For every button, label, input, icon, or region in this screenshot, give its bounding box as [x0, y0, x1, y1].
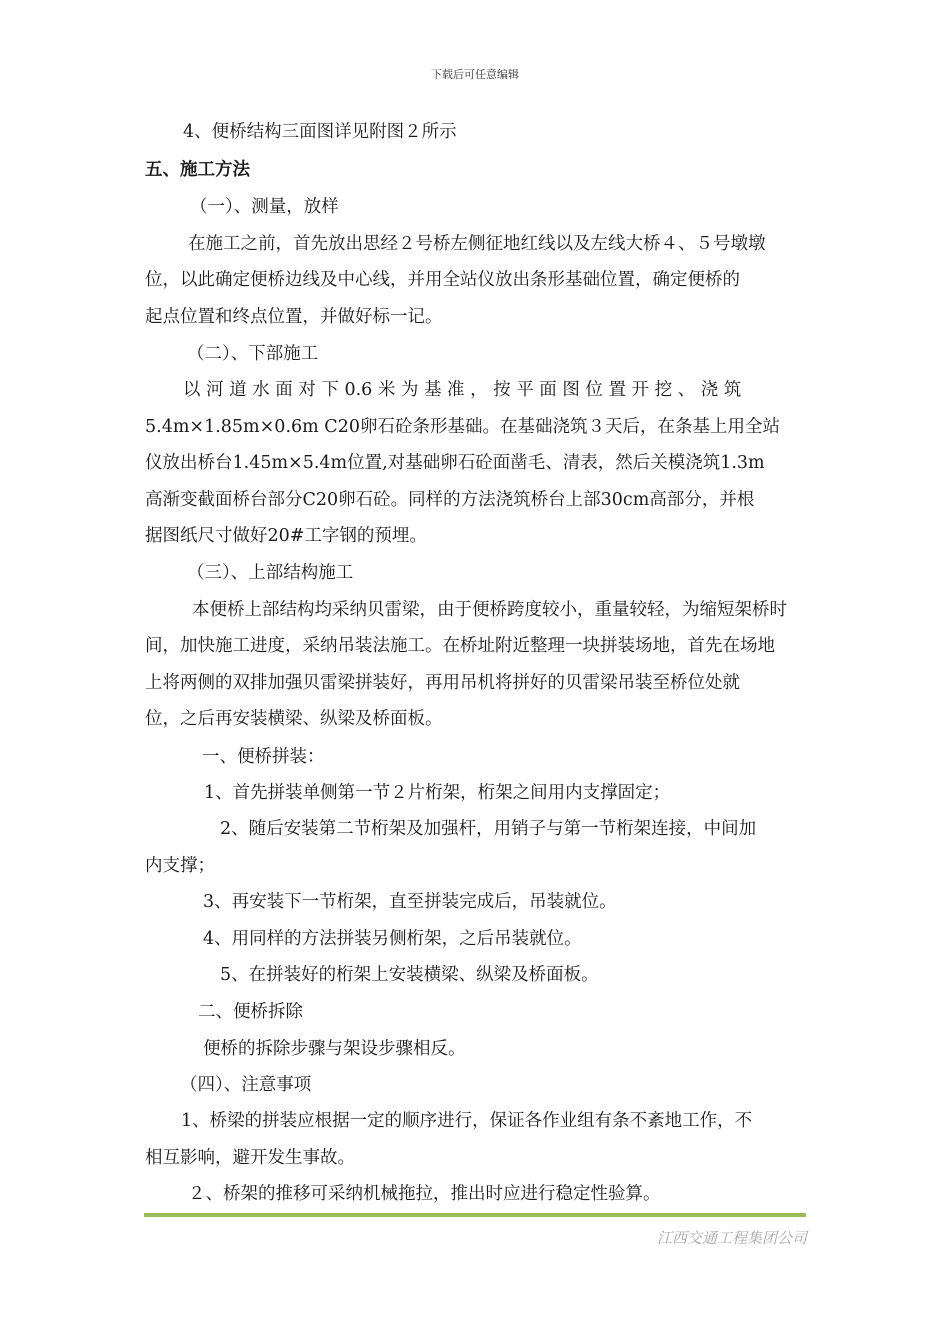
- text-line: 高渐变截面桥台部分C20卵石砼。同样的方法浇筑桥台上部30cm高部分，并根: [145, 490, 755, 510]
- list-item: 3、再安装下一节桁架，直至拼装完成后，吊装就位。: [203, 892, 617, 912]
- page-header: 下载后可任意编辑: [431, 68, 519, 81]
- subsection-heading: 一、便桥拼装：: [202, 747, 325, 767]
- subsection-heading: （四）、注意事项: [180, 1075, 312, 1095]
- text-line: 据图纸尺寸做好20#工字钢的预埋。: [145, 526, 427, 546]
- list-item: 1、桥梁的拼装应根据一定的顺序进行，保证各作业组有条不紊地工作，不: [181, 1111, 753, 1131]
- list-item: 1、首先拼装单侧第一节２片桁架，桁架之间用内支撑固定；: [204, 783, 671, 803]
- text-line: 相互影响，避开发生事故。: [145, 1148, 355, 1168]
- text-line: 间，加快施工进度，采纳吊装法施工。在桥址附近整理一块拼装场地，首先在场地: [145, 636, 775, 656]
- footer-rule: [144, 1213, 806, 1217]
- list-item: 2、随后安装第二节桁架及加强杆，用销子与第一节桁架连接，中间加: [220, 819, 757, 839]
- text-line: 上将两侧的双排加强贝雷梁拼装好，再用吊机将拼好的贝雷梁吊装至桥位处就: [145, 673, 740, 693]
- text-line: 本便桥上部结构均采纳贝雷梁，由于便桥跨度较小，重量较轻，为缩短架桥时: [192, 600, 787, 620]
- subsection-heading: 二、便桥拆除: [198, 1002, 303, 1022]
- subsection-heading: （三）、上部结构施工: [187, 563, 354, 583]
- subsection-heading: （一）、测量，放样: [190, 197, 339, 217]
- section-heading: 五、施工方法: [145, 160, 250, 180]
- list-item: 5、在拼装好的桁架上安装横梁、纵梁及桥面板。: [220, 965, 599, 985]
- text-line: 位，之后再安装横梁、纵梁及桥面板。: [145, 709, 443, 729]
- subsection-heading: （二）、下部施工: [187, 344, 319, 364]
- text-line: 起点位置和终点位置，并做好标一记。: [145, 307, 443, 327]
- text-line: 4、便桥结构三面图详见附图２所示: [183, 122, 457, 142]
- text-line: 内支撑；: [145, 856, 215, 876]
- text-line: 以 河 道 水 面 对 下 0.6 米 为 基 准 ， 按 平 面 图 位 置 开 挖 、 浇 筑: [183, 380, 742, 400]
- text-line: 便桥的拆除步骤与架设步骤相反。: [203, 1039, 466, 1059]
- footer-company-name: 江西交通工程集团公司: [656, 1229, 807, 1247]
- text-line: 在施工之前，首先放出思经２号桥左侧征地红线以及左线大桥４、５号墩墩: [188, 234, 766, 254]
- text-line: 位，以此确定便桥边线及中心线，并用全站仪放出条形基础位置，确定便桥的: [145, 270, 740, 290]
- list-item: ２、桥架的推移可采纳机械拖拉，推出时应进行稳定性验算。: [188, 1184, 661, 1204]
- list-item: 4、用同样的方法拼装另侧桁架，之后吊装就位。: [203, 929, 582, 949]
- text-line: 5.4m×1.85m×0.6m C20卵石砼条形基础。在基础浇筑３天后，在条基上用全站: [145, 417, 780, 437]
- text-line: 仪放出桥台1.45m×5.4m位置,对基础卵石砼面凿毛、清表，然后关模浇筑1.3m: [145, 453, 765, 473]
